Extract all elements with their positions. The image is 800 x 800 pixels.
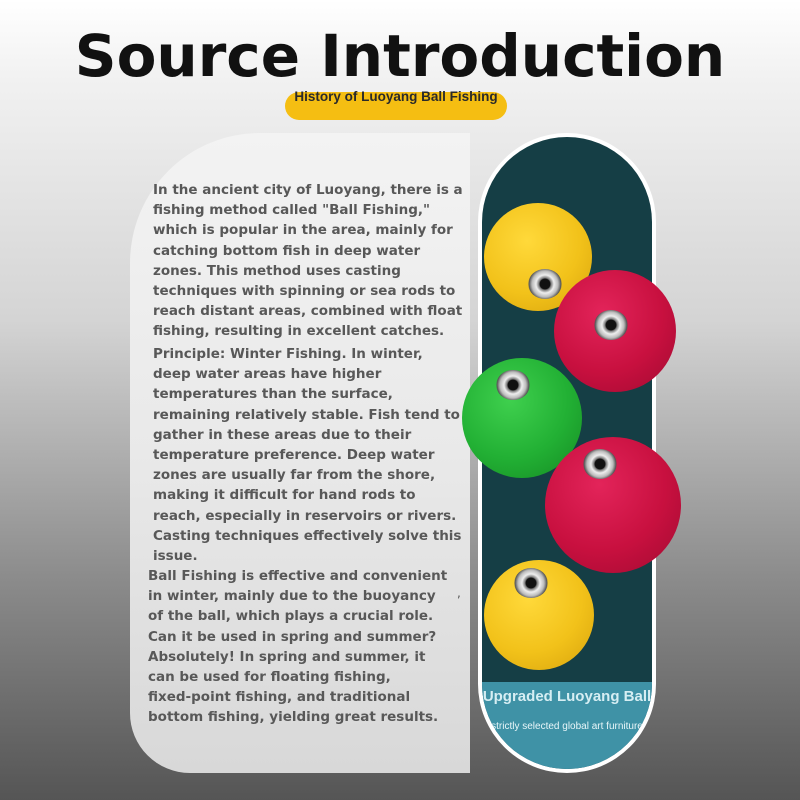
product-name: Upgraded Luoyang Ball xyxy=(482,688,652,705)
intro-paragraph: In the ancient city of Luoyang, there is a fishing method called "Ball Fishing," which is popular in the area, mainly for catching bottom fish in deep water zones. This method uses casting techniques with spinning or sea rods to reach distant areas, combined with float fishing, resulting in excellent catches. xyxy=(153,182,463,340)
red-ball-lower xyxy=(545,437,681,573)
red-ball-upper xyxy=(554,270,676,392)
subtitle-badge xyxy=(285,89,507,120)
principle-paragraph: Principle: Winter Fishing. In winter, deep water areas have higher temperatures than the surface, remaining relatively stable. Fish tend to gather in these areas due to their temperature preference. Deep water zones are usually far from the shore, making it difficult for hand rods to reach, especially in reservoirs or rivers. Casting techniques effectively solve this issue. xyxy=(153,346,462,565)
product-tagline: strictly selected global art furniture xyxy=(491,721,643,732)
ball-eyelet-icon xyxy=(514,568,548,598)
subtitle-text: History of Luoyang Ball Fishing xyxy=(294,89,498,104)
yellow-ball-bottom xyxy=(484,560,594,670)
ball-eyelet-icon xyxy=(496,370,530,400)
ball-eyelet-icon xyxy=(594,310,628,340)
usage-paragraph: Ball Fishing is effective and convenient in winter, mainly due to the buoyancy of the ball, which plays a crucial role. Can it be used in spring and summer? Absolutely! In spring and summer, it can be used for floating fishing, fixed-point fishing, and traditional bottom fishing, yielding great results. xyxy=(148,568,448,726)
ball-eyelet-icon xyxy=(583,449,617,479)
ball-eyelet-icon xyxy=(528,269,562,299)
stray-comma: , xyxy=(457,586,461,600)
page-title: Source Introduction xyxy=(74,22,726,90)
